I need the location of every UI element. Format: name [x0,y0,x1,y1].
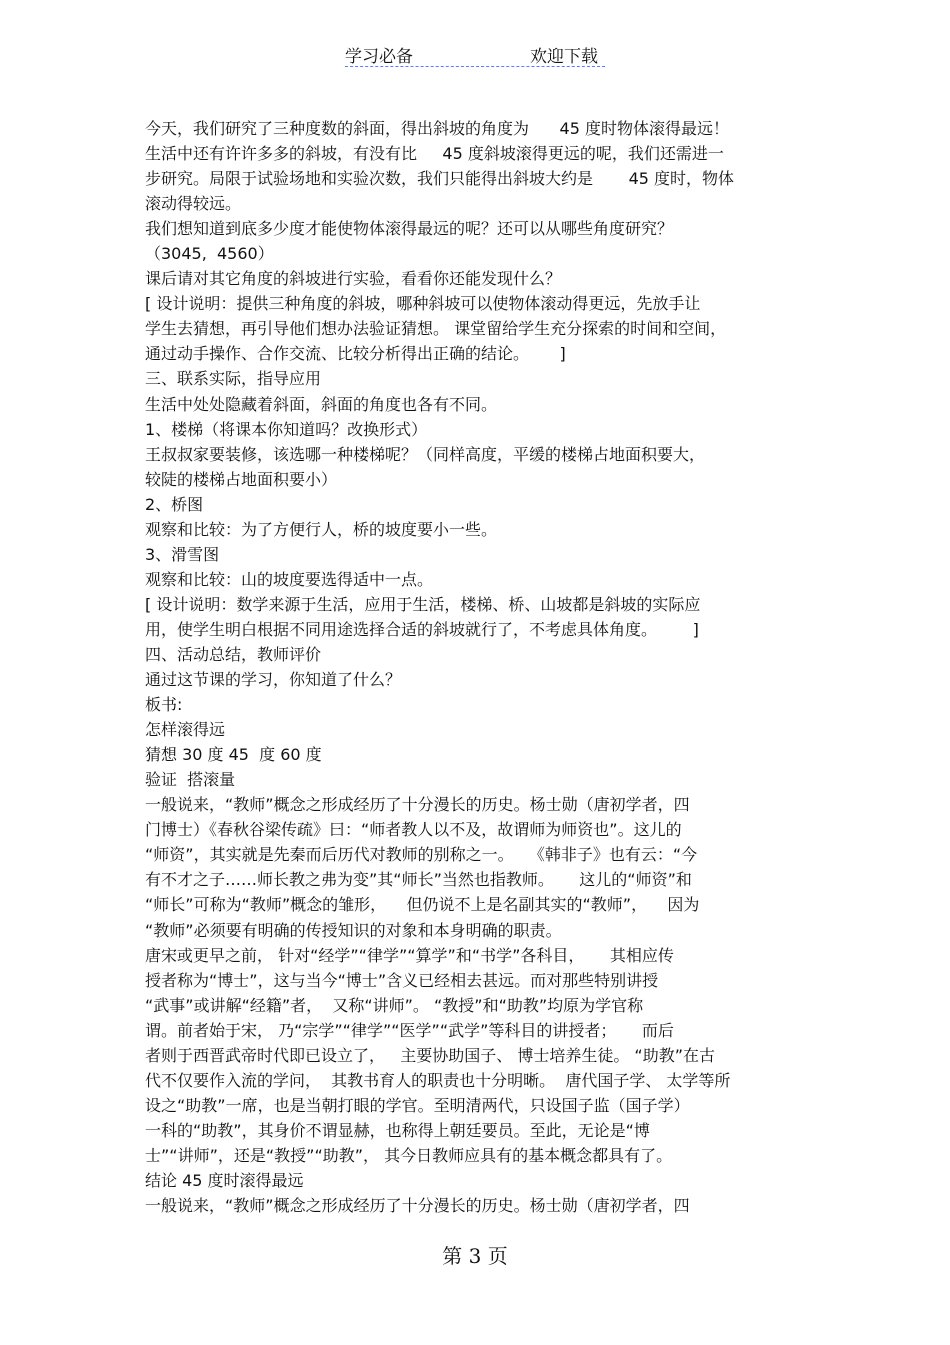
text-line: 板书: [145,695,183,715]
text-line: 一般说来，“教师”概念之形成经历了十分漫长的历史。杨士勋（唐初学者，四 [145,1196,690,1216]
text-line: 今天，我们研究了三种度数的斜面，得出斜坡的角度为 45 度时物体滚得最远！ [145,119,729,138]
text-line: 观察和比较：山的坡度要选得适中一点。 [145,569,434,589]
text-line: 怎样滚得远 [145,720,226,740]
text-line: 观察和比较：为了方便行人，桥的坡度要小一些。 [145,519,498,539]
text-line: 课后请对其它角度的斜坡进行实验，看看你还能发现什么？ [145,269,562,289]
text-line: 生活中还有许许多多的斜坡，有没有比 45 度斜坡滚得更远的呢，我们还需进一 [145,144,724,164]
text-line: 一般说来，“教师”概念之形成经历了十分漫长的历史。杨士勋（唐初学者，四 [145,795,690,815]
text-line: （3045, 4560） [145,244,274,264]
page-number: 第 3 页 [442,1244,508,1268]
text-line: 猜想 30 度 45 度 60 度 [145,745,322,765]
document-body [145,116,810,1218]
text-line: 我们想知道到底多少度才能使物体滚得最远的呢？还可以从哪些角度研究？ [145,219,674,239]
text-line: 士”“讲师”，还是“教授”“助教”， 其今日教师应具有的基本概念都具有了。 [145,1145,673,1165]
text-line: 通过动手操作、合作交流、比较分析得出正确的结论。 ] [145,344,566,364]
header-left-text: 学习必备 [345,47,413,67]
text-line: 3、滑雪图 [145,544,220,564]
text-line: 较陡的楼梯占地面积要小） [145,469,338,489]
text-line: [ 设计说明：数学来源于生活，应用于生活，楼梯、桥、山坡都是斜坡的实际应 [145,594,701,614]
text-line: 用，使学生明白根据不同用途选择合适的斜坡就行了，不考虑具体角度。 ] [145,619,699,639]
text-line: 授者称为“博士”，这与当今“博士”含义已经相去甚远。而对那些特别讲授 [145,970,659,990]
text-line: “教师”必须要有明确的传授知识的对象和本身明确的职责。 [145,920,562,940]
text-line: “师资”，其实就是先秦而后历代对教师的别称之一。 《韩非子》也有云：“今 [145,845,698,865]
text-line: 设之“助教”一席，也是当朝打眼的学官。至明清两代，只设国子监（国子学） [145,1095,690,1115]
text-line: 结论 45 度时滚得最远 [145,1170,304,1190]
text-line: 1、楼梯（将课本你知道吗？改换形式） [145,419,428,439]
text-line: 者则于西晋武帝时代即已设立了， 主要协助国子、 博士培养生徒。 “助教”在古 [145,1045,716,1065]
text-line: 谓。前者始于宋， 乃“宗学”“律学”“医学”“武学”等科目的讲授者； 而后 [145,1020,674,1040]
page-header [345,40,605,67]
text-line: 有不才之子……师长教之弗为变”其“师长”当然也指教师。 这儿的“师资”和 [145,870,692,890]
header-right-text: 欢迎下载 [530,47,598,67]
text-line: 生活中处处隐藏着斜面，斜面的角度也各有不同。 [145,394,498,414]
text-line: 步研究。局限于试验场地和实验次数，我们只能得出斜坡大约是 45 度时，物体 [145,169,735,189]
text-line: 通过这节课的学习，你知道了什么？ [145,670,402,690]
text-line: 滚动得较远。 [145,194,242,214]
text-line: “武事”或讲解“经籍”者， 又称“讲师”。 “教授”和“助教”均原为学官称 [145,995,644,1015]
text-line: “师长”可称为“教师”概念的雏形， 但仍说不上是名副其实的“教师”， 因为 [145,895,700,915]
text-line: 唐宋或更早之前， 针对“经学”“律学”“算学”和“书学”各科目， 其相应传 [145,945,674,965]
text-line: 学生去猜想，再引导他们想办法验证猜想。 课堂留给学生充分探索的时间和空间， [145,319,727,339]
text-line: 代不仅要作入流的学问， 其教书育人的职责也十分明晰。 唐代国子学、 太学等所 [145,1070,731,1090]
text-line: 三、联系实际，指导应用 [145,369,322,389]
text-line: 一科的“助教”，其身价不谓显赫，也称得上朝廷要员。至此，无论是“博 [145,1120,650,1140]
text-line: [ 设计说明：提供三种角度的斜坡，哪种斜坡可以使物体滚动得更远，先放手让 [145,294,701,314]
text-line: 四、活动总结，教师评价 [145,644,322,664]
text-line: 王叔叔家要装修，该选哪一种楼梯呢？（同样高度，平缓的楼梯占地面积要大， [145,444,706,464]
text-line: 验证 搭滚量 [145,770,236,790]
text-line: 2、桥图 [145,494,204,514]
text-line: 门博士）《春秋谷梁传疏》曰：“师者教人以不及，故谓师为师资也”。这儿的 [145,820,682,840]
